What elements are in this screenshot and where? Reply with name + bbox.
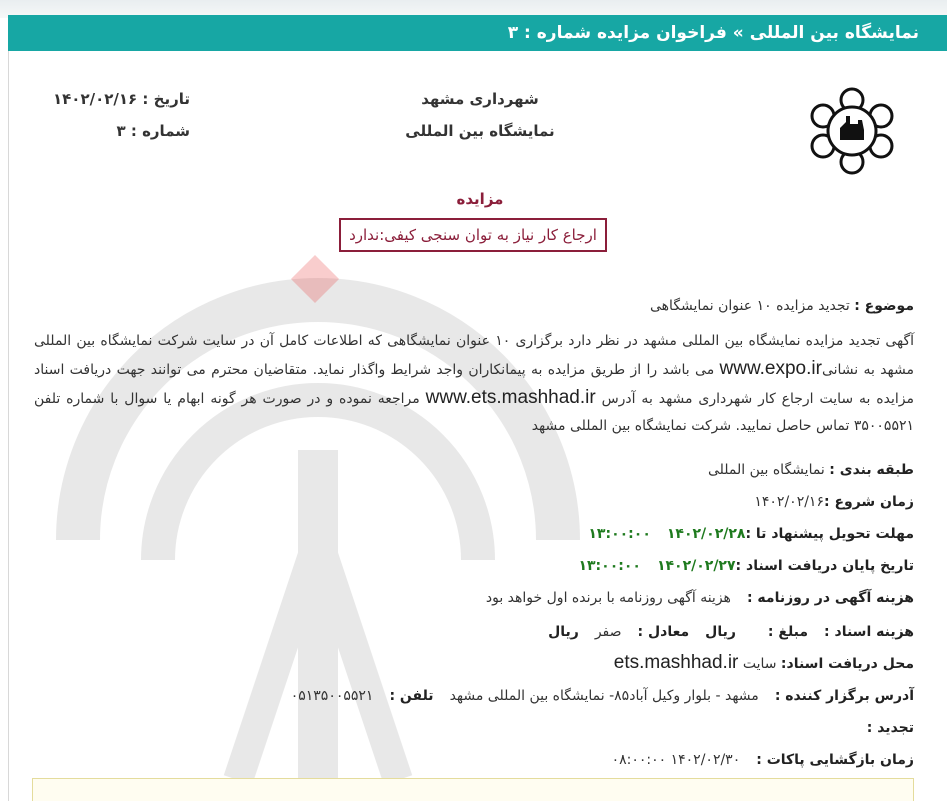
equivalent-label: معادل : <box>637 624 690 640</box>
breadcrumb: نمایشگاه بین المللی » فراخوان مزایده شماره : ۳ <box>507 23 919 43</box>
opening-value: ۱۴۰۲/۰۲/۳۰ ۰۸:۰۰:۰۰ <box>611 752 741 768</box>
notice-number: شماره : ۳ <box>116 122 190 140</box>
docs-end-date: ۱۴۰۲/۰۲/۲۷ <box>656 558 736 574</box>
doc-cost-row <box>548 624 914 640</box>
mashhad-municipality-logo <box>806 86 898 176</box>
start-label: زمان شروع : <box>823 494 914 510</box>
opening-label: زمان بازگشایی پاکات : <box>756 752 914 768</box>
notice-body <box>34 328 914 440</box>
expo-website-link[interactable]: www.expo.ir <box>719 358 822 379</box>
docs-end-row <box>578 558 914 574</box>
address-row <box>291 688 914 704</box>
category-label: طبقه بندی : <box>829 462 914 478</box>
body-text-3: مراجعه نموده و در صورت هر گونه ابهام یا سوال با شماره تلفن ۳۵۰۰۵۵۲۱ تماس حاصل نمایید. شرکت نمایشگاه بین المللی مشهد <box>34 391 914 434</box>
amount-label: مبلغ : <box>767 624 809 640</box>
body-text-1: آگهی تجدید مزایده نمایشگاه بین المللی مشهد در نظر دارد برگزاری ۱۰ عنوان نمایشگاهی که اطلاعات کامل آن در سایت شرکت نمایشگاه بین المللی مشهد به نشانی <box>34 333 914 378</box>
note-box <box>32 778 914 801</box>
opening-row <box>612 752 914 768</box>
address-value: مشهد - بلوار وکیل آباد۸۵- نمایشگاه بین المللی مشهد <box>449 688 759 704</box>
org-line-2: نمایشگاه بین المللی <box>405 122 555 140</box>
deadline-row <box>588 526 914 542</box>
doc-place-value: سایت <box>738 656 781 672</box>
doc-cost-label: هزینه اسناد : <box>824 624 914 640</box>
phone-value: ۰۵۱۳۵۰۰۵۵۲۱ <box>290 688 374 704</box>
subject-value: تجدید مزایده ۱۰ عنوان نمایشگاهی <box>650 298 855 314</box>
renewal-row <box>867 720 914 736</box>
ad-cost-row <box>486 590 914 606</box>
doc-cost-value: صفر <box>594 624 622 640</box>
ad-cost-label: هزینه آگهی در روزنامه : <box>746 590 914 606</box>
ets-website-link[interactable]: www.ets.mashhad.ir <box>425 387 596 408</box>
body-text-2: می باشد را از طریق مزایده به پیمانکاران واجد شرایط واگذار نماید. متقاضیان محترم می توانند جهت دریافت اسناد مزایده به سایت ارجاع کار شهرداری مشهد به آدرس <box>34 362 914 407</box>
renewal-label: تجدید : <box>866 720 914 736</box>
doc-place-row <box>614 652 914 674</box>
docs-end-label: تاریخ پایان دریافت اسناد : <box>735 558 914 574</box>
category-value: نمایشگاه بین المللی <box>707 462 830 478</box>
doc-place-label: محل دریافت اسناد: <box>780 656 914 672</box>
ad-cost-value: هزینه آگهی روزنامه با برنده اول خواهد بود <box>485 590 731 606</box>
subject-row <box>650 298 914 314</box>
deadline-date: ۱۴۰۲/۰۲/۲۸ <box>666 526 746 542</box>
docs-end-time: ۱۳:۰۰:۰۰ <box>578 558 641 574</box>
start-row <box>754 494 914 510</box>
org-line-1: شهرداری مشهد <box>421 90 539 108</box>
start-value: ۱۴۰۲/۰۲/۱۶ <box>754 494 824 510</box>
quality-assessment-box: ارجاع کار نیاز به توان سنجی کیفی:ندارد <box>339 218 607 252</box>
breadcrumb-bar <box>8 15 947 51</box>
deadline-time: ۱۳:۰۰:۰۰ <box>588 526 651 542</box>
notice-title: مزایده <box>456 190 504 208</box>
address-label: آدرس برگزار کننده : <box>774 688 914 704</box>
category-row <box>708 462 914 478</box>
deadline-label: مهلت تحویل پیشنهاد تا : <box>745 526 914 542</box>
subject-label: موضوع : <box>854 298 914 314</box>
equivalent-rial: ریال <box>548 624 579 640</box>
doc-place-site[interactable]: ets.mashhad.ir <box>613 652 739 673</box>
amount-rial: ریال <box>705 624 736 640</box>
notice-date: تاریخ : ۱۴۰۲/۰۲/۱۶ <box>53 90 190 108</box>
phone-label: تلفن : <box>389 688 434 704</box>
